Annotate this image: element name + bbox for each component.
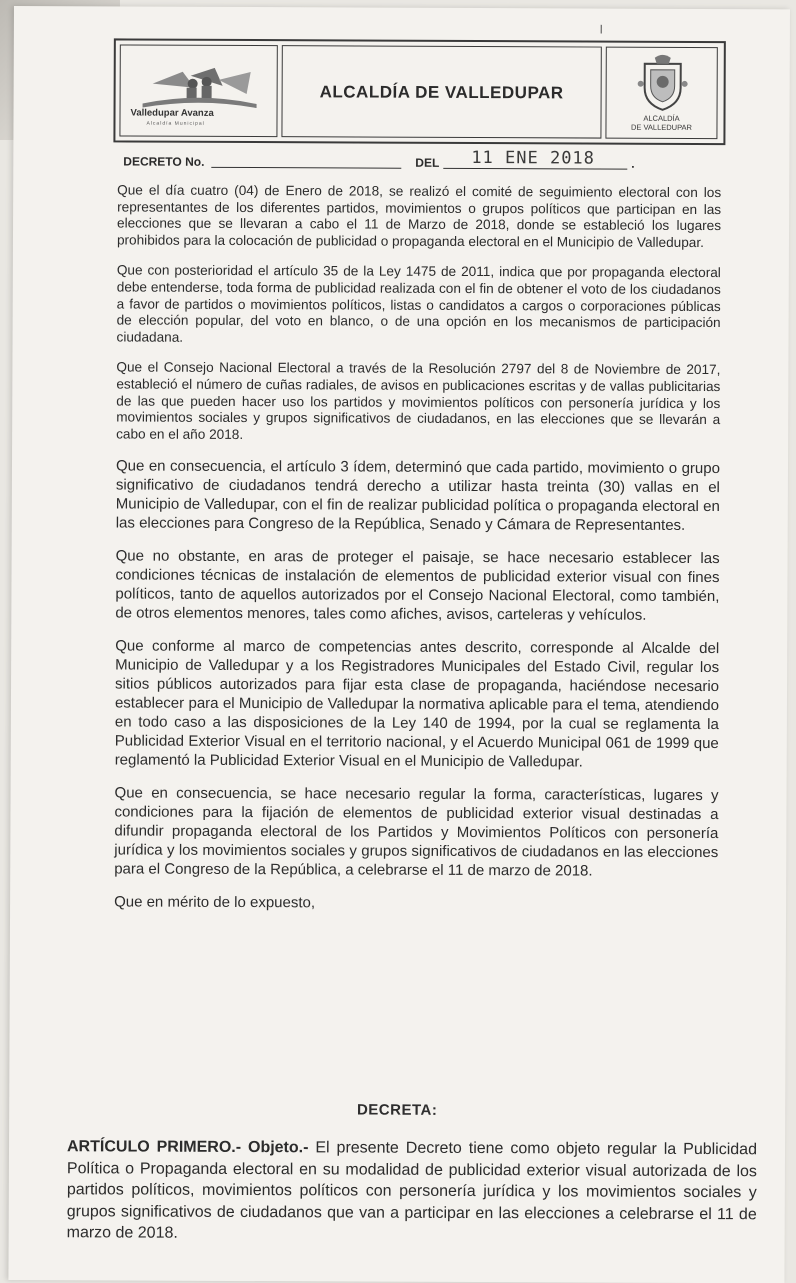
page-title: ALCALDÍA DE VALLEDUPAR xyxy=(319,82,564,103)
letterhead-crest-cell xyxy=(605,47,717,139)
decreto-no-label: DECRETO No. xyxy=(123,154,205,169)
crest-label: ALCALDÍA DE VALLEDUPAR xyxy=(630,113,692,132)
logo-left-subtext: Alcaldía Municipal xyxy=(146,120,205,127)
decreto-del-label: DEL xyxy=(415,155,440,170)
crest-icon xyxy=(637,54,689,112)
paragraph-7: Que en consecuencia, se hace necesario regular la forma, características, lugares y condiciones para la fijación de elementos de publicidad exterior visual destinadas a difundir propaganda electoral de los Partidos y Movimientos Políticos con personería jurídica y los movimientos sociales y grupos significativos de ciudadanos en las elecciones para el Congreso de la República, a celebrarse el 11 de marzo de 2018. xyxy=(114,784,719,880)
paragraph-6: Que conforme al marco de competencias antes descrito, corresponde al Alcalde del Municipio de Valledupar y a los Registradores Municipales del Estado Civil, regular los sitios públicos autorizados para fijar esta clase de propaganda, haciéndose necesario establecer para el Municipio de Valledupar la normativa aplicable para el tema, atendiendo en todo caso a las disposiciones de la Ley 140 de 1994, por la cual se reglamenta la Publicidad Exterior Visual en el territorio nacional, y el Acuerdo Municipal 061 de 1999 que reglamentó la Publicidad Exterior Visual en el Municipio de Valledupar. xyxy=(114,637,720,771)
letterhead-title-cell xyxy=(281,45,601,138)
decreto-date-handwritten: 11 ENE 2018 xyxy=(471,147,595,169)
document-page xyxy=(8,6,790,1283)
decreto-end-mark: . xyxy=(631,156,635,171)
logo-left-text: Valledupar Avanza xyxy=(130,107,214,119)
decreto-no-blank xyxy=(211,167,401,169)
article-title: ARTÍCULO PRIMERO.- Objeto.- xyxy=(66,1138,309,1157)
paragraph-5: Que no obstante, en aras de proteger el paisaje, se hace necesario establecer las condiciones técnicas de instalación de elementos de publicidad exterior visual con fines políticos, tanto de aquellos autorizados por el Consejo Nacional Electoral, como también, de otros elementos menores, tales como afiches, avisos, carteleras y vehículos. xyxy=(115,547,720,625)
article-primero xyxy=(67,1136,757,1247)
paragraph-4: Que en consecuencia, el artículo 3 ídem, determinó que cada partido, movimiento o grupo significativo de ciudadanos tendrá derecho a utilizar hasta treinta (30) vallas en el Municipio de Valledupar, con el fin de realizar publicidad política o propaganda electoral en las elecciones para Congreso de la República, Senado y Cámara de Representantes. xyxy=(115,457,721,535)
decreta-heading: DECRETA: xyxy=(356,1101,438,1119)
paragraph-1: Que el día cuatro (04) de Enero de 2018, se realizó el comité de seguimiento electoral con los representantes de los diferentes partidos, movimientos o grupos políticos que participan en las elecciones que se llevaran a cabo el 11 de Marzo de 2018, donde se estableció los lugares prohibidos para la colocación de publicidad o propaganda electoral en el Municipio de Valledupar. xyxy=(116,182,722,250)
paragraph-8: Que en mérito de lo expuesto, xyxy=(114,893,316,912)
paragraph-2: Que con posterioridad el artículo 35 de la Ley 1475 de 2011, indica que por propaganda electoral debe entenderse, toda forma de publicidad realizada con el fin de obtener el voto de los ciudadanos a favor de partidos o movimientos políticos, listas o candidatos a cargos o corporaciones públicas de elección popular, del voto en blanco, o de una opción en los mecanismos de participación ciudadana. xyxy=(116,262,721,345)
pen-mark: l xyxy=(599,22,603,37)
decreto-number-line xyxy=(123,147,683,174)
letterhead-left-logo-cell xyxy=(119,44,277,137)
article-text: El presente Decreto tiene como objeto regular la Publicidad Política o Propaganda electoral en su modalidad de publicidad exterior visual autorizada de los partidos políticos, movimientos políticos con personería jurídica y los movimientos sociales y grupos significativos de ciudadanos que van a participar en las elecciones a celebrarse el 11 de marzo de 2018. xyxy=(66,1139,758,1242)
considerandos xyxy=(114,182,721,928)
paragraph-3: Que el Consejo Nacional Electoral a través de la Resolución 2797 del 8 de Noviembre de 2017, estableció el número de cuñas radiales, de avisos en publicaciones escritas y de vallas publicitarias de las que pueden hacer uso los partidos y movimientos políticos con personería jurídica y los movimientos sociales y grupos significativos de ciudadanos, en las elecciones que se llevarán a cabo en el año 2018. xyxy=(116,359,721,442)
letterhead xyxy=(113,38,725,145)
